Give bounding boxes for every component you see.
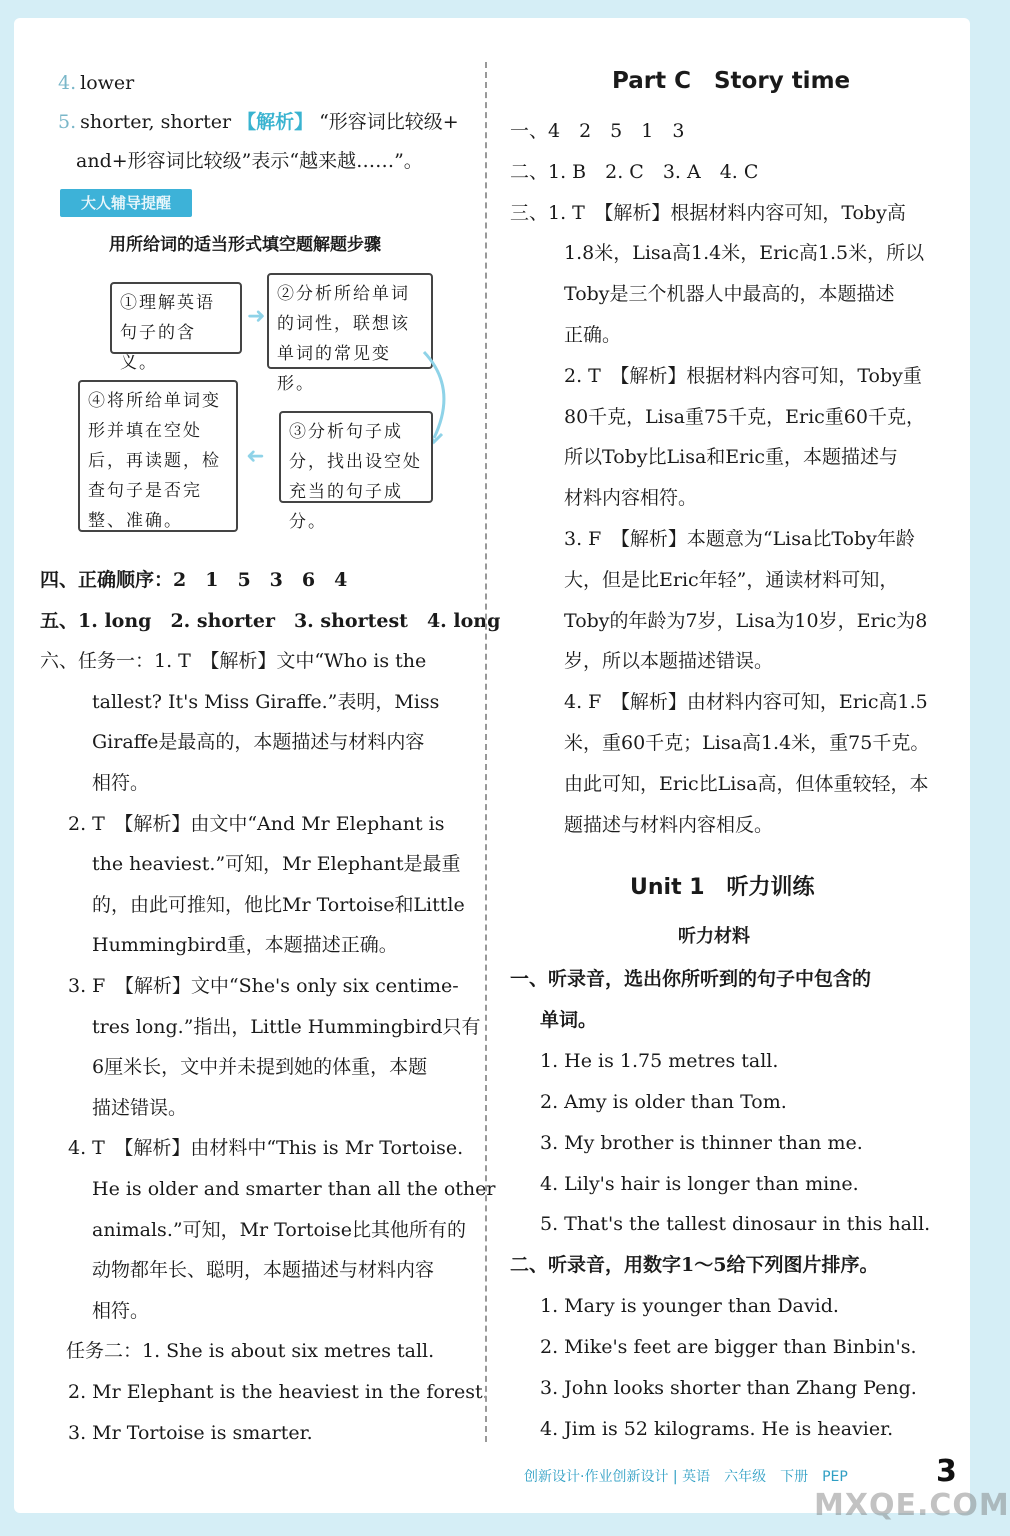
text-line: 4. T 【解析】由材料中“This is Mr Tortoise. bbox=[68, 1137, 464, 1160]
text-line: 正确。 bbox=[564, 324, 622, 346]
text-line: 3. My brother is thinner than me. bbox=[540, 1131, 863, 1154]
text-line: 一、听录音，选出你所听到的句子中包含的 bbox=[510, 968, 872, 990]
steps-title: 用所给词的适当形式填空题解题步骤 bbox=[109, 235, 381, 255]
analysis-label: 【解析】 bbox=[237, 111, 314, 133]
text-line: Toby是三个机器人中最高的，本题描述 bbox=[564, 283, 895, 306]
text-line: 所以Toby比Lisa和Eric重，本题描述与 bbox=[564, 446, 898, 469]
text-line: 大，但是比Eric年轻”，通读材料可知， bbox=[564, 568, 899, 591]
text-line: 5. That's the tallest dinosaur in this hall. bbox=[540, 1213, 931, 1236]
item-number: 5. bbox=[58, 111, 77, 133]
text-line: 6厘米长，文中并未提到她的体重，本题 bbox=[92, 1056, 428, 1079]
answer-line bbox=[58, 109, 459, 135]
text-line: 二、1. B 2. C 3. A 4. C bbox=[510, 160, 759, 183]
text-line: 相符。 bbox=[92, 1299, 150, 1322]
document-page bbox=[14, 18, 1010, 1523]
text-line: 4. F 【解析】由材料内容可知，Eric高1.5 bbox=[564, 691, 928, 714]
text-line: 2. Amy is older than Tom. bbox=[540, 1090, 787, 1113]
step-box-3: ③分析句子成分，找出设空处充当的句子成分。 bbox=[279, 411, 433, 503]
arrow-left-icon: ➜ bbox=[246, 444, 265, 469]
text-line: animals.”可知，Mr Tortoise比其他所有的 bbox=[92, 1218, 467, 1241]
answer-text: lower bbox=[80, 72, 135, 94]
text-line: tallest? It's Miss Giraffe.”表明，Miss bbox=[92, 690, 440, 713]
page-footer: 创新设计·作业创新设计 | 英语 六年级 下册 PEP bbox=[524, 1469, 848, 1485]
text-line: 岁，所以本题描述错误。 bbox=[564, 650, 774, 673]
answer-line: and+形容词比较级”表示“越来越……”。 bbox=[76, 150, 423, 172]
section-heading: Part C Story time bbox=[612, 68, 851, 94]
answer-line bbox=[58, 70, 134, 96]
text-line: Giraffe是最高的，本题描述与材料内容 bbox=[92, 731, 425, 754]
watermark: MXQE.COM bbox=[814, 1488, 1010, 1523]
text-line: 一、4 2 5 1 3 bbox=[510, 120, 685, 142]
answer-text: shorter, shorter bbox=[80, 111, 232, 133]
page-number: 3 bbox=[936, 1454, 957, 1489]
text-line: 4. Jim is 52 kilograms. He is heavier. bbox=[540, 1417, 894, 1440]
text-line: 3. John looks shorter than Zhang Peng. bbox=[540, 1377, 917, 1399]
text-line: 题描述与材料内容相反。 bbox=[564, 813, 774, 836]
text-line: 的，由此可推知，他比Mr Tortoise和Little bbox=[92, 893, 465, 916]
text-line: tres long.”指出，Little Hummingbird只有 bbox=[92, 1015, 481, 1038]
step-box-2: ②分析所给单词的词性，联想该单词的常见变形。 bbox=[267, 273, 433, 369]
text-line: 3. F 【解析】本题意为“Lisa比Toby年龄 bbox=[564, 528, 915, 550]
text-line: 描述错误。 bbox=[92, 1096, 188, 1119]
text-line: 2. T 【解析】由文中“And Mr Elephant is bbox=[68, 812, 445, 835]
text-line: the heaviest.”可知，Mr Elephant是最重 bbox=[92, 853, 461, 876]
text-line: 80千克，Lisa重75千克，Eric重60千克， bbox=[564, 405, 925, 428]
text-line: 单词。 bbox=[540, 1008, 598, 1031]
text-line: 三、1. T 【解析】根据材料内容可知，Toby高 bbox=[510, 201, 906, 224]
text-line: 1.8米，Lisa高1.4米，Eric高1.5米，所以 bbox=[564, 242, 925, 265]
text-line: 二、听录音，用数字1～5给下列图片排序。 bbox=[510, 1254, 879, 1277]
text-line: 1. He is 1.75 metres tall. bbox=[540, 1049, 779, 1072]
text-line: 材料内容相符。 bbox=[564, 487, 698, 510]
text-line: 相符。 bbox=[92, 772, 150, 794]
text-line: He is older and smarter than all the other bbox=[92, 1178, 496, 1200]
text-line: 3. F 【解析】文中“She's only six centime- bbox=[68, 975, 459, 997]
text-line: 四、正确顺序：2 1 5 3 6 4 bbox=[40, 569, 348, 591]
text-line: Hummingbird重，本题描述正确。 bbox=[92, 934, 398, 957]
text-line: 五、1. long 2. shorter 3. shortest 4. long bbox=[40, 609, 501, 632]
text-line: 1. Mary is younger than David. bbox=[540, 1295, 839, 1318]
item-number: 4. bbox=[58, 72, 77, 94]
text-line: 动物都年长、聪明，本题描述与材料内容 bbox=[92, 1259, 435, 1282]
step-box-1: ①理解英语句子的含义。 bbox=[110, 282, 242, 354]
text-line: 2. Mr Elephant is the heaviest in the forest. bbox=[68, 1381, 489, 1403]
text-line: 六、任务一：1. T 【解析】文中“Who is the bbox=[40, 650, 427, 673]
column-divider bbox=[485, 62, 487, 1442]
sub-heading: 听力材料 bbox=[678, 926, 750, 947]
text-line: 由此可知，Eric比Lisa高，但体重较轻，本 bbox=[564, 772, 929, 795]
text-line: 4. Lily's hair is longer than mine. bbox=[540, 1172, 859, 1195]
text-line: 2. T 【解析】根据材料内容可知，Toby重 bbox=[564, 364, 922, 387]
analysis-text: “形容词比较级+ bbox=[319, 111, 459, 133]
step-box-4: ④将所给单词变形并填在空处后，再读题，检查句子是否完整、准确。 bbox=[78, 380, 238, 532]
text-line: 3. Mr Tortoise is smarter. bbox=[68, 1421, 313, 1444]
text-line: 2. Mike's feet are bigger than Binbin's. bbox=[540, 1336, 917, 1359]
text-line: 米，重60千克；Lisa高1.4米，重75千克。 bbox=[564, 732, 930, 754]
text-line: Toby的年龄为7岁，Lisa为10岁，Eric为8 bbox=[564, 609, 928, 632]
tip-tag: 大人辅导提醒 bbox=[60, 189, 192, 217]
text-line: 任务二：1. She is about six metres tall. bbox=[66, 1340, 435, 1363]
arrow-right-icon: ➜ bbox=[247, 304, 266, 329]
unit-heading: Unit 1 听力训练 bbox=[630, 875, 815, 900]
